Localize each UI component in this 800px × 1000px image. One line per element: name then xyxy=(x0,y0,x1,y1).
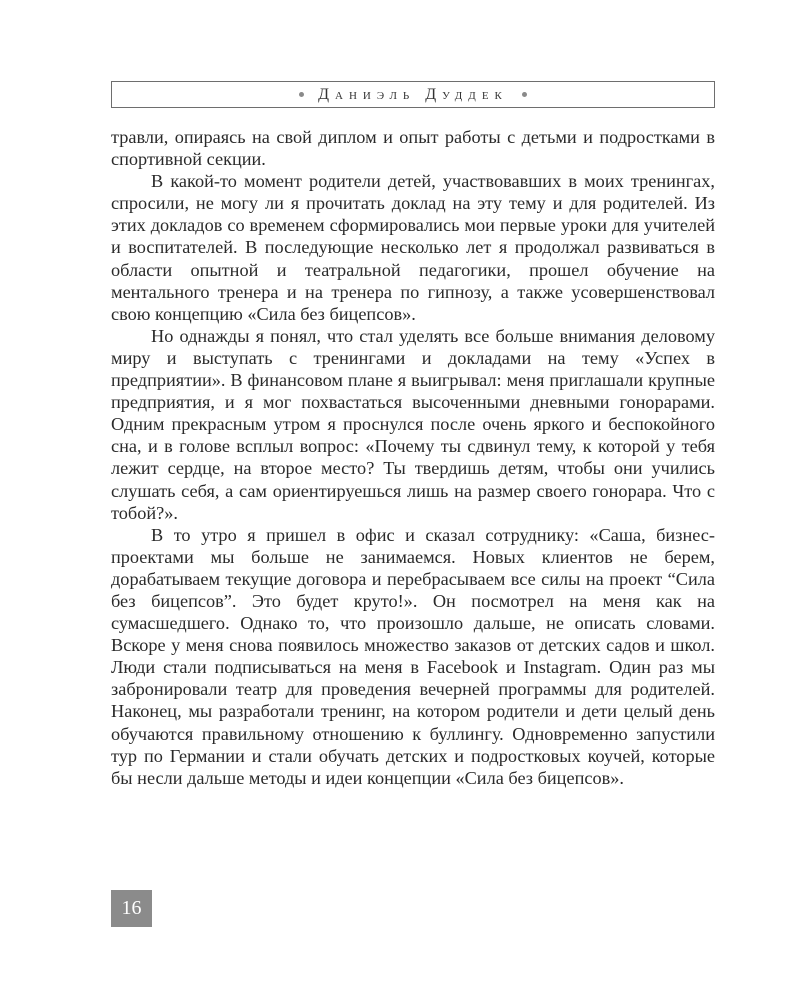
running-header xyxy=(111,81,715,108)
author-name: Даниэль Дуддек xyxy=(318,85,508,103)
paragraph-4: В то утро я пришел в офис и сказал сотруднику: «Саша, бизнес-проектами мы больше не занимаемся. Новых клиентов не берем, дорабатываем текущие договора и перебрасываем все силы на проект “Сила без бицепсов”. Это будет круто!». Он посмотрел на меня как на сумасшедшего. Однако то, что произошло дальше, не описать словами. Вскоре у меня снова появилось множество заказов от детских садов и школ. Люди стали подписываться на меня в Facebook и Instagram. Один раз мы забронировали театр для проведения вечерней программы для родителей. Наконец, мы разработали тренинг, на котором родители и дети целый день обучаются правильному отношению к буллингу. Одновременно запустили тур по Германии и стали обучать детских и подростковых коучей, которые бы несли дальше методы и идеи концепции «Сила без бицепсов». xyxy=(111,524,715,788)
running-header-content xyxy=(299,86,527,104)
paragraph-2: В какой-то момент родители детей, участвовавших в моих тренингах, спросили, не могу ли я прочитать доклад на эту тему и для родителей. Из этих докладов со временем сформировались мои первые уроки для учителей и воспитателей. В последующие несколько лет я продолжал развиваться в области опытной и театральной педагогики, прошел обучение на ментального тренера и на тренера по гипнозу, а также усовершенствовал свою концепцию «Сила без бицепсов». xyxy=(111,171,715,324)
page-number-tab xyxy=(111,890,152,927)
page-number: 16 xyxy=(121,897,142,919)
bullet-right-icon xyxy=(522,92,527,97)
bullet-left-icon xyxy=(299,92,304,97)
body-text xyxy=(111,126,715,789)
paragraph-3: Но однажды я понял, что стал уделять все больше внимания деловому миру и выступать с тренингами и докладами на тему «Успех в предприятии». В финансовом плане я выигрывал: меня приглашали крупные предприятия, и я мог похвастаться высоченными дневными гонорарами. Одним прекрасным утром я проснулся после очень яркого и беспокойного сна, и в голове всплыл вопрос: «Почему ты сдвинул тему, к которой у тебя лежит сердце, на второе место? Ты твердишь детям, чтобы они учились слушать себя, а сам ориентируешься лишь на размер своего гонорара. Что с тобой?». xyxy=(111,325,715,523)
paragraph-1: травли, опираясь на свой диплом и опыт работы с детьми и подростками в спортивной секции. xyxy=(111,127,715,170)
